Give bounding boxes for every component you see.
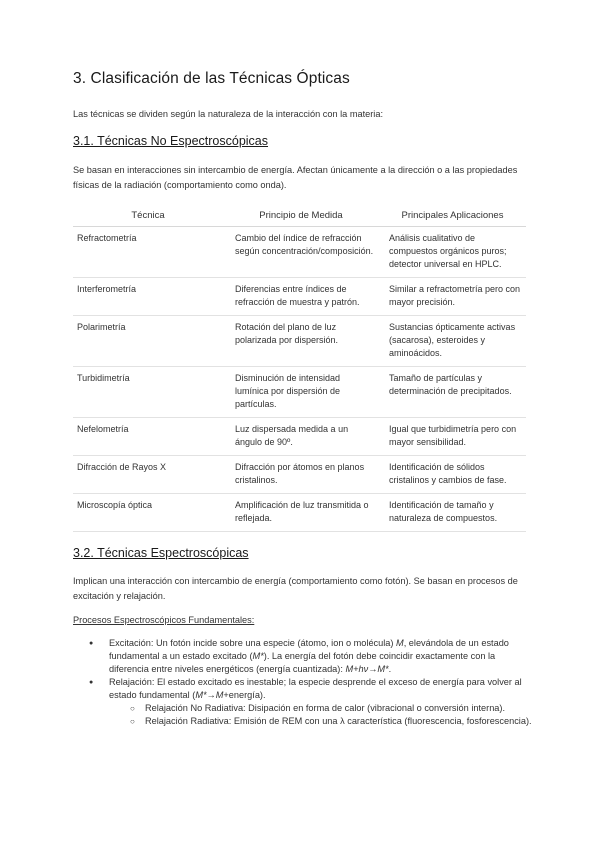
excitation-text: . — [388, 664, 392, 674]
sub-text: Emisión de REM con una λ característica (fluorescencia, fosforescencia). — [231, 716, 532, 726]
column-header-technique: Técnica — [73, 204, 223, 227]
table-cell: Microscopía óptica — [73, 494, 223, 532]
spectroscopic-description: Implican una interacción con intercambio de energía (comportamiento como fotón). Se basan en procesos de excitación y relajación. — [73, 576, 518, 601]
table-cell: Difracción por átomos en planos cristalinos. — [223, 456, 379, 494]
excitation-text: Un fotón incide sobre una especie (átomo, ion o molécula) — [153, 638, 397, 648]
relaxation-sublist — [109, 702, 533, 728]
table-cell: Rotación del plano de luz polarizada por dispersión. — [223, 316, 379, 367]
table-header-row — [73, 204, 526, 227]
column-header-applications: Principales Aplicaciones — [379, 204, 526, 227]
table-cell: Luz dispersada medida a un ángulo de 90º. — [223, 418, 379, 456]
excitation-text: , elevándola de un estado fundamental a un estado excitado ( — [109, 638, 509, 661]
list-item-radiative — [109, 715, 533, 728]
table-row — [73, 367, 526, 418]
section-heading: 3. Clasificación de las Técnicas Ópticas — [73, 70, 350, 87]
list-item-excitation — [73, 637, 533, 676]
table-row — [73, 227, 526, 278]
table-cell: Similar a refractometría pero con mayor precisión. — [379, 278, 526, 316]
sub-label: Relajación No Radiativa: — [145, 703, 246, 713]
table-cell: Amplificación de luz transmitida o reflejada. — [223, 494, 379, 532]
table-cell: Polarimetría — [73, 316, 223, 367]
sub-text: Disipación en forma de calor (vibracional o conversión interna). — [245, 703, 506, 713]
subsection-title-spectroscopic: 3.2. Técnicas Espectroscópicas — [73, 546, 249, 560]
table-cell: Turbidimetría — [73, 367, 223, 418]
techniques-table — [73, 204, 526, 532]
list-item-relaxation — [73, 676, 533, 728]
excited-species-symbol: M* — [252, 651, 264, 661]
table-cell: Nefelometría — [73, 418, 223, 456]
non-spectroscopic-description: Se basan en interacciones sin intercambio de energía. Afectan únicamente a la dirección o a las propiedades físicas de la radiación (comportamiento como onda). — [73, 165, 518, 190]
table-row — [73, 494, 526, 532]
table-row — [73, 418, 526, 456]
table-cell: Sustancias ópticamente activas (sacarosa), esteroides y aminoácidos. — [379, 316, 526, 367]
relaxation-label: Relajación: — [109, 677, 155, 687]
table-cell: Identificación de tamaño y naturaleza de compuestos. — [379, 494, 526, 532]
intro-text: Las técnicas se dividen según la naturaleza de la interacción con la materia: — [73, 109, 384, 119]
excitation-label: Excitación: — [109, 638, 154, 648]
excitation-equation: M+hν→M* — [345, 664, 389, 674]
table-row — [73, 278, 526, 316]
table-cell: Disminución de intensidad lumínica por dispersión de partículas. — [223, 367, 379, 418]
relaxation-text: +energía). — [223, 690, 266, 700]
table-cell: Refractometría — [73, 227, 223, 278]
list-item-non-radiative — [109, 702, 533, 715]
excitation-text: ). La energía del fotón debe coincidir exactamente con la diferencia entre niveles energéticos (energía cuantizada): — [109, 651, 496, 674]
table-cell: Tamaño de partículas y determinación de precipitados. — [379, 367, 526, 418]
subsection-title-non-spectroscopic: 3.1. Técnicas No Espectroscópicas — [73, 134, 269, 148]
table-row — [73, 316, 526, 367]
table-row — [73, 456, 526, 494]
table-cell: Difracción de Rayos X — [73, 456, 223, 494]
table-cell: Diferencias entre índices de refracción de muestra y patrón. — [223, 278, 379, 316]
processes-heading: Procesos Espectroscópicos Fundamentales: — [73, 615, 255, 625]
table-cell: Análisis cualitativo de compuestos orgánicos puros; detector universal en HPLC. — [379, 227, 526, 278]
table-cell: Identificación de sólidos cristalinos y cambios de fase. — [379, 456, 526, 494]
sub-label: Relajación Radiativa: — [145, 716, 232, 726]
relaxation-text: El estado excitado es inestable; la especie desprende el exceso de energía para volver al estado fundamental ( — [109, 677, 522, 700]
table-cell: Cambio del índice de refracción según concentración/composición. — [223, 227, 379, 278]
table-cell: Igual que turbidimetría pero con mayor sensibilidad. — [379, 418, 526, 456]
processes-list — [73, 637, 533, 728]
column-header-principle: Principio de Medida — [223, 204, 379, 227]
species-symbol: M — [396, 638, 404, 648]
relaxation-equation: M*→M — [195, 690, 224, 700]
table-cell: Interferometría — [73, 278, 223, 316]
